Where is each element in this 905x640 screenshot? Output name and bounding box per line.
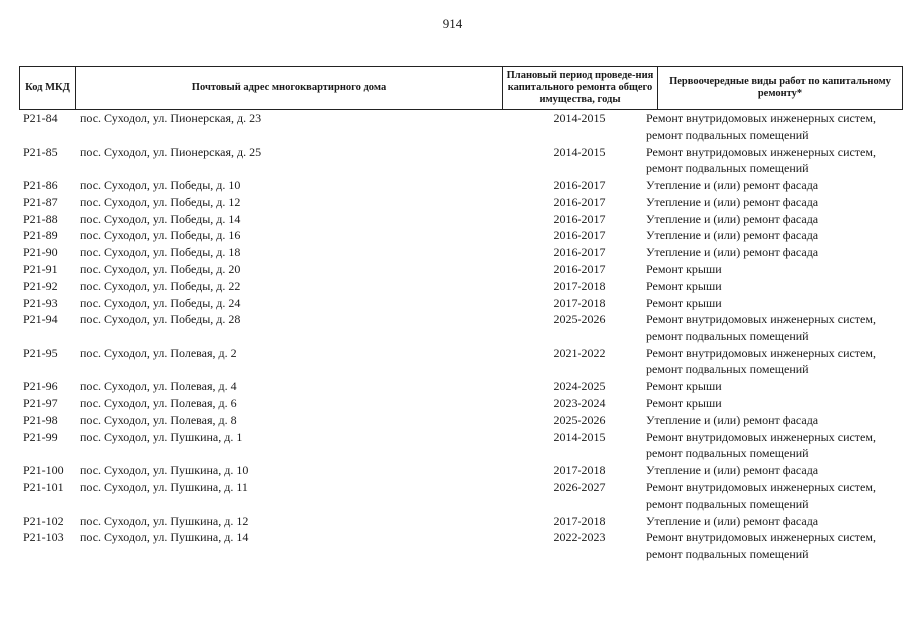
cell-period: 2014-2015 (553, 144, 606, 159)
cell-address: пос. Суходол, ул. Пушкина, д. 14 (80, 530, 249, 545)
cell-code: Р21-101 (23, 480, 64, 495)
cell-code: Р21-95 (23, 345, 58, 360)
header-code: Код МКД (19, 67, 75, 109)
cell-works (646, 513, 903, 530)
works-line: Ремонт внутридомовых инженерных систем, (646, 429, 876, 444)
cell-code: Р21-99 (23, 429, 58, 444)
cell-works (646, 244, 903, 261)
cell-address: пос. Суходол, ул. Пушкина, д. 12 (80, 513, 249, 528)
cell-works (646, 378, 903, 395)
works-line: ремонт подвальных помещений (646, 362, 809, 377)
works-line: Утепление и (или) ремонт фасада (646, 413, 819, 427)
cell-code: Р21-98 (23, 413, 58, 427)
works-line: ремонт подвальных помещений (646, 496, 809, 511)
cell-works (646, 211, 903, 228)
cell-works (646, 395, 903, 412)
works-line: Ремонт внутридомовых инженерных систем, (646, 345, 876, 360)
cell-works (646, 227, 903, 244)
cell-works (646, 177, 903, 194)
cell-address: пос. Суходол, ул. Победы, д. 14 (80, 211, 241, 226)
cell-period: 2024-2025 (553, 379, 606, 394)
cell-address: пос. Суходол, ул. Победы, д. 28 (80, 312, 241, 327)
page-number: 914 (442, 16, 463, 31)
works-line: ремонт подвальных помещений (646, 328, 809, 343)
cell-address: пос. Суходол, ул. Победы, д. 12 (80, 194, 241, 209)
header-works: Первоочередные виды работ по капитальному ремонту* (657, 67, 903, 109)
cell-works (646, 311, 903, 344)
works-line: Ремонт внутридомовых инженерных систем, (646, 530, 876, 545)
works-line: Ремонт крыши (646, 379, 722, 394)
works-line: ремонт подвальных помещений (646, 546, 809, 561)
cell-address: пос. Суходол, ул. Полевая, д. 6 (80, 396, 237, 411)
cell-period: 2025-2026 (553, 312, 606, 327)
cell-works (646, 261, 903, 278)
cell-works (646, 529, 903, 562)
cell-period: 2026-2027 (553, 480, 606, 495)
cell-works (646, 110, 903, 143)
cell-address: пос. Суходол, ул. Победы, д. 10 (80, 178, 241, 192)
works-line: Ремонт внутридомовых инженерных систем, (646, 480, 876, 495)
cell-code: Р21-94 (23, 312, 58, 327)
cell-code: Р21-86 (23, 178, 58, 192)
cell-period: 2017-2018 (553, 513, 606, 528)
cell-code: Р21-103 (23, 530, 64, 545)
cell-address: пос. Суходол, ул. Пушкина, д. 1 (80, 429, 243, 444)
works-line: Утепление и (или) ремонт фасада (646, 513, 819, 528)
cell-period: 2021-2022 (553, 345, 606, 360)
works-line: ремонт подвальных помещений (646, 446, 809, 461)
cell-period: 2014-2015 (553, 111, 606, 125)
cell-address: пос. Суходол, ул. Победы, д. 22 (80, 278, 241, 293)
works-line: Утепление и (или) ремонт фасада (646, 194, 819, 209)
cell-period: 2023-2024 (553, 396, 606, 411)
header-address: Почтовый адрес многоквартирного дома (75, 67, 502, 109)
works-line: Утепление и (или) ремонт фасада (646, 245, 819, 260)
cell-address: пос. Суходол, ул. Пушкина, д. 10 (80, 463, 249, 478)
cell-period: 2025-2026 (553, 413, 606, 427)
works-line: Ремонт крыши (646, 295, 722, 310)
cell-works (646, 345, 903, 378)
cell-code: Р21-85 (23, 144, 58, 159)
cell-address: пос. Суходол, ул. Победы, д. 20 (80, 262, 241, 276)
cell-address: пос. Суходол, ул. Полевая, д. 2 (80, 345, 237, 360)
works-line: Ремонт крыши (646, 396, 722, 411)
cell-address: пос. Суходол, ул. Пионерская, д. 23 (80, 111, 262, 125)
cell-period: 2016-2017 (553, 228, 606, 243)
works-line: Ремонт внутридомовых инженерных систем, (646, 312, 876, 327)
table-header (19, 66, 903, 110)
works-line: Ремонт крыши (646, 262, 722, 276)
cell-code: Р21-87 (23, 194, 58, 209)
cell-period: 2017-2018 (553, 278, 606, 293)
cell-works (646, 412, 903, 429)
works-line: Утепление и (или) ремонт фасада (646, 463, 819, 478)
works-line: Ремонт внутридомовых инженерных систем, (646, 111, 876, 125)
cell-period: 2016-2017 (553, 245, 606, 260)
cell-code: Р21-89 (23, 228, 58, 243)
cell-code: Р21-90 (23, 245, 58, 260)
cell-works (646, 194, 903, 211)
works-line: ремонт подвальных помещений (646, 127, 809, 142)
cell-works (646, 429, 903, 462)
works-line: Ремонт внутридомовых инженерных систем, (646, 144, 876, 159)
cell-code: Р21-91 (23, 262, 58, 276)
cell-code: Р21-97 (23, 396, 58, 411)
cell-period: 2016-2017 (553, 211, 606, 226)
cell-code: Р21-92 (23, 278, 58, 293)
cell-period: 2016-2017 (553, 194, 606, 209)
cell-works (646, 479, 903, 512)
cell-period: 2022-2023 (553, 530, 606, 545)
cell-code: Р21-102 (23, 513, 64, 528)
cell-code: Р21-96 (23, 379, 58, 394)
cell-works (646, 295, 903, 312)
cell-code: Р21-88 (23, 211, 58, 226)
cell-address: пос. Суходол, ул. Победы, д. 16 (80, 228, 241, 243)
cell-address: пос. Суходол, ул. Пушкина, д. 11 (80, 480, 248, 495)
cell-code: Р21-93 (23, 295, 58, 310)
cell-address: пос. Суходол, ул. Победы, д. 24 (80, 295, 241, 310)
cell-works (646, 462, 903, 479)
cell-period: 2014-2015 (553, 429, 606, 444)
cell-address: пос. Суходол, ул. Победы, д. 18 (80, 245, 241, 260)
cell-address: пос. Суходол, ул. Пионерская, д. 25 (80, 144, 262, 159)
cell-period: 2017-2018 (553, 295, 606, 310)
cell-code: Р21-100 (23, 463, 64, 478)
header-period: Плановый период проведе-ния капитального ремонта общего имущества, годы (502, 67, 657, 109)
cell-code: Р21-84 (23, 111, 58, 125)
works-line: ремонт подвальных помещений (646, 161, 809, 175)
cell-period: 2016-2017 (553, 262, 606, 276)
cell-works (646, 144, 903, 177)
cell-address: пос. Суходол, ул. Полевая, д. 8 (80, 413, 237, 427)
cell-address: пос. Суходол, ул. Полевая, д. 4 (80, 379, 237, 394)
works-line: Ремонт крыши (646, 278, 722, 293)
cell-period: 2016-2017 (553, 178, 606, 192)
works-line: Утепление и (или) ремонт фасада (646, 211, 819, 226)
works-line: Утепление и (или) ремонт фасада (646, 228, 819, 243)
works-line: Утепление и (или) ремонт фасада (646, 178, 819, 192)
cell-period: 2017-2018 (553, 463, 606, 478)
cell-works (646, 278, 903, 295)
